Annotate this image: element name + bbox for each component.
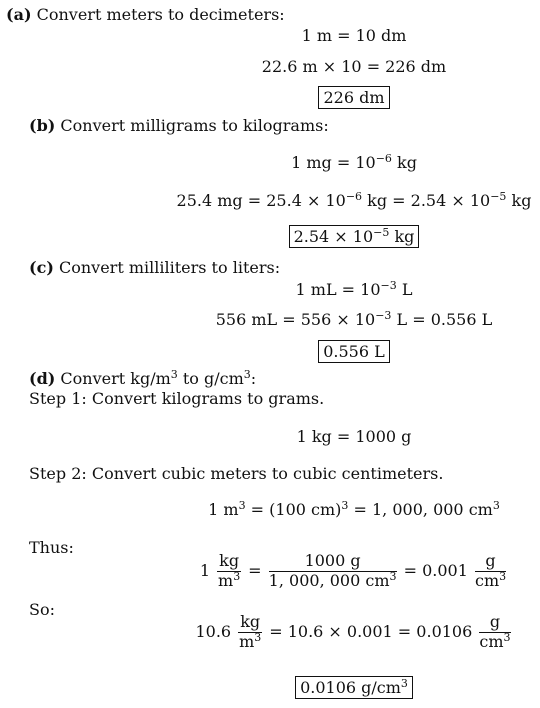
part-b-answer-box bbox=[289, 225, 420, 248]
part-d-so-frac2-num: g bbox=[479, 614, 510, 633]
part-d-step1: Step 1: Convert kilograms to grams. bbox=[29, 389, 325, 408]
part-d-thus-frac3 bbox=[475, 553, 506, 590]
part-d-step1-eq: 1 kg = 1000 g bbox=[296, 427, 412, 446]
part-c-eq2-b: L = 0.556 L bbox=[391, 310, 493, 329]
part-b-heading-text: Convert milligrams to kilograms: bbox=[60, 116, 329, 135]
part-d-so-frac1-den: m bbox=[239, 631, 255, 651]
part-d-answer-box bbox=[295, 676, 413, 699]
part-b-eq2-c: kg bbox=[506, 191, 532, 210]
part-d-thus-frac1-num: kg bbox=[219, 551, 240, 570]
part-d-thus-frac1 bbox=[217, 553, 241, 590]
part-a-answer-box: 226 dm bbox=[318, 86, 389, 109]
part-d-so-frac2-den-exp: 3 bbox=[503, 630, 511, 644]
part-d-so-frac1-den-exp: 3 bbox=[254, 630, 262, 644]
part-a-heading bbox=[6, 7, 285, 23]
part-b-answer-a: 2.54 × 10 bbox=[293, 227, 374, 246]
part-d-thus-frac2-den-exp: 3 bbox=[389, 569, 397, 583]
part-d-thus-frac3-den: cm bbox=[474, 570, 500, 590]
part-a-eq2: 22.6 m × 10 = 226 dm bbox=[261, 57, 447, 76]
part-d-answer-a: 0.0106 g/cm bbox=[300, 678, 401, 697]
part-b-eq2-exp2: −5 bbox=[490, 190, 507, 203]
part-b-heading bbox=[29, 118, 329, 134]
part-d-so: So: bbox=[29, 600, 55, 619]
part-c-answer-box: 0.556 L bbox=[318, 340, 390, 363]
part-d-heading-exp1: 3 bbox=[170, 368, 178, 381]
part-d-heading-exp2: 3 bbox=[243, 368, 251, 381]
part-b-eq1 bbox=[84, 152, 540, 172]
part-a-answer bbox=[84, 86, 540, 109]
part-c-eq1 bbox=[84, 279, 540, 299]
part-d-so-mid: = 10.6 × 0.001 = 0.0106 bbox=[269, 622, 473, 642]
part-b-label: (b) bbox=[29, 116, 56, 135]
part-a-label: (a) bbox=[6, 5, 32, 24]
part-c-eq1-b: L bbox=[396, 280, 413, 299]
part-c-eq1-a: 1 mL = 10 bbox=[295, 280, 381, 299]
part-a-heading-text: Convert meters to decimeters: bbox=[36, 5, 285, 24]
part-c-label: (c) bbox=[29, 258, 54, 277]
part-d-answer-exp: 3 bbox=[400, 677, 408, 690]
part-d-so-frac2 bbox=[479, 614, 510, 651]
part-d-heading bbox=[29, 368, 257, 388]
part-d-step2-eq-b: = (100 cm) bbox=[245, 500, 342, 519]
part-d-step2-eq-exp1: 3 bbox=[238, 499, 246, 512]
part-d-answer bbox=[84, 676, 540, 699]
part-a-eq1: 1 m = 10 dm bbox=[301, 26, 407, 45]
part-c-answer bbox=[84, 340, 540, 363]
part-c-eq2-a: 556 mL = 556 × 10 bbox=[215, 310, 376, 329]
part-d-thus-eq2: = 0.001 bbox=[403, 561, 468, 581]
part-d-so-frac2-den: cm bbox=[479, 631, 504, 651]
part-d-thus-frac2-num: 1000 g bbox=[269, 553, 397, 572]
part-d-thus-frac1-den-exp: 3 bbox=[233, 569, 241, 583]
part-d-step2: Step 2: Convert cubic meters to cubic centimeters. bbox=[29, 464, 444, 483]
part-d-step2-eq-exp3: 3 bbox=[492, 499, 500, 512]
part-b-answer-exp: −5 bbox=[373, 226, 390, 239]
part-d-heading-b: to g/cm bbox=[177, 369, 244, 388]
part-d-thus-eq1: = bbox=[248, 561, 262, 581]
part-b-answer bbox=[84, 225, 540, 248]
part-d-step2-eq-a: 1 m bbox=[208, 500, 239, 519]
part-d-thus-eq bbox=[84, 553, 540, 590]
part-d-thus-lead: 1 bbox=[199, 561, 211, 581]
part-d-thus-frac3-den-exp: 3 bbox=[499, 569, 507, 583]
part-b-eq2-a: 25.4 mg = 25.4 × 10 bbox=[176, 191, 346, 210]
part-d-so-eq bbox=[84, 614, 540, 651]
part-d-thus-frac2-den: 1, 000, 000 cm bbox=[268, 570, 390, 590]
part-d-heading-c: : bbox=[250, 369, 257, 388]
part-d-thus-frac2 bbox=[269, 553, 397, 590]
part-d-so-frac1-num: kg bbox=[240, 612, 261, 631]
part-c-heading bbox=[29, 260, 280, 276]
part-b-eq1-right: kg bbox=[391, 153, 417, 172]
part-d-thus-frac1-den: m bbox=[218, 570, 234, 590]
part-c-eq1-exp: −3 bbox=[380, 279, 397, 292]
part-d-so-lead: 10.6 bbox=[195, 622, 232, 642]
part-b-eq2 bbox=[84, 190, 540, 210]
part-d-step2-eq-c: = 1, 000, 000 cm bbox=[348, 500, 493, 519]
part-b-eq2-b: kg = 2.54 × 10 bbox=[362, 191, 491, 210]
part-d-so-frac1 bbox=[238, 614, 262, 651]
part-d-thus: Thus: bbox=[29, 538, 74, 557]
part-d-step2-eq bbox=[84, 499, 540, 519]
part-c-eq2 bbox=[84, 309, 540, 329]
part-b-eq1-exp: −6 bbox=[375, 152, 392, 165]
part-d-step2-eq-exp2: 3 bbox=[341, 499, 349, 512]
part-c-eq2-exp: −3 bbox=[375, 309, 392, 322]
part-d-label: (d) bbox=[29, 369, 56, 388]
part-b-answer-b: kg bbox=[389, 227, 415, 246]
part-b-eq2-exp1: −6 bbox=[345, 190, 363, 203]
part-d-heading-a: Convert kg/m bbox=[60, 369, 171, 388]
part-d-thus-frac3-num: g bbox=[475, 553, 506, 572]
part-b-eq1-left: 1 mg = 10 bbox=[291, 153, 376, 172]
part-c-heading-text: Convert milliliters to liters: bbox=[58, 258, 281, 277]
